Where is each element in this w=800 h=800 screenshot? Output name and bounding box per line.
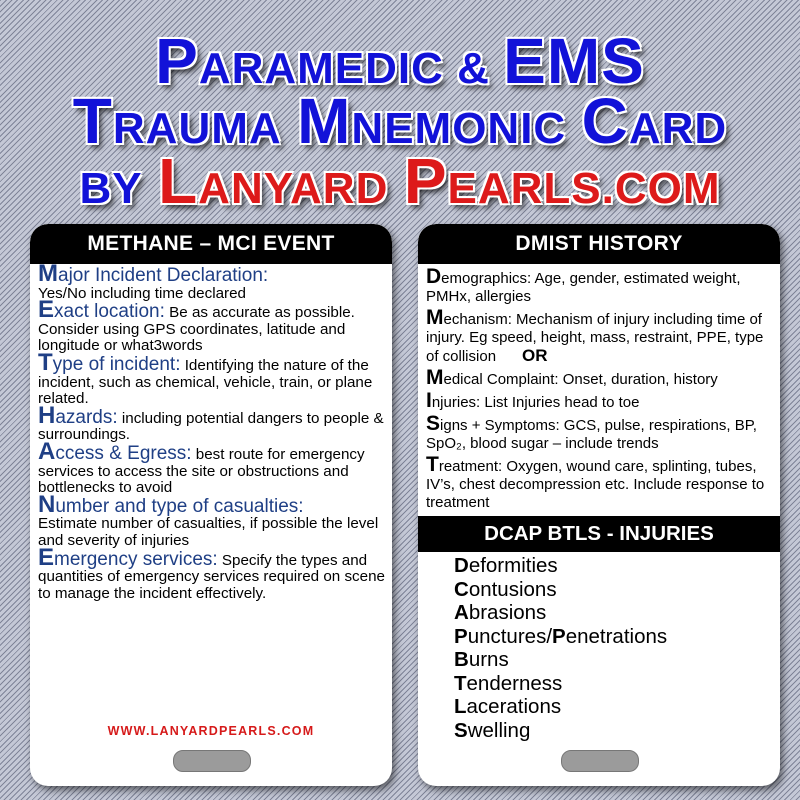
methane-item <box>38 296 388 355</box>
item-text: eformities <box>468 554 558 577</box>
item-text: edical Complaint: Onset, duration, history <box>443 371 718 388</box>
mnemonic-letter: B <box>454 648 469 671</box>
title-word: BY <box>79 164 143 213</box>
title-word: EARLS.COM <box>447 164 721 213</box>
title-word: M <box>297 85 352 157</box>
mnemonic-letter: P <box>552 624 566 648</box>
item-heading: azards: <box>55 406 118 428</box>
title-word: EMS <box>503 25 645 97</box>
mnemonic-letter: H <box>38 401 56 429</box>
dcap-item <box>454 578 780 602</box>
item-text: including potential dangers to people & surroundings. <box>38 409 384 444</box>
mnemonic-letter: C <box>454 577 469 601</box>
lanyard-slot <box>173 750 251 772</box>
methane-item <box>38 260 388 302</box>
item-text: ontusions <box>468 577 557 601</box>
item-heading: umber and type of casualties: <box>55 495 304 517</box>
mnemonic-letter: T <box>454 671 467 695</box>
item-text: brasions <box>468 601 547 624</box>
dcap-item <box>454 719 780 743</box>
dmist-item <box>426 453 776 512</box>
item-text: urns <box>468 648 509 671</box>
mnemonic-letter: S <box>426 412 441 435</box>
item-heading: mergency services: <box>54 548 218 570</box>
item-heading: xact location: <box>54 301 165 323</box>
dmist-item <box>426 366 776 389</box>
dmist-item <box>426 412 776 453</box>
title-line-3 <box>0 144 800 218</box>
mnemonic-letter: E <box>38 543 55 571</box>
item-text: echanism: Mechanism of injury including time of injury. Eg speed, height, mass, restraint, PPE, type of collision <box>426 311 764 365</box>
dmist-item <box>426 389 776 412</box>
title-word: NEMONIC <box>351 104 567 153</box>
dmist-item <box>426 306 776 366</box>
or-label: OR <box>522 346 548 365</box>
dcap-item <box>454 672 780 696</box>
item-text: Yes/No including time declared <box>38 284 246 302</box>
item-text: welling <box>467 718 531 742</box>
dcap-item <box>454 601 780 625</box>
item-heading: ajor Incident Declaration: <box>58 265 269 286</box>
methane-item <box>38 348 388 408</box>
item-text: best route for emergency services to access the site or obstructions and bottlenecks to avoid <box>38 445 365 497</box>
methane-item <box>38 437 388 497</box>
title-word: ANYARD <box>198 164 389 213</box>
mnemonic-letter: A <box>454 601 469 624</box>
title-word: ARAMEDIC <box>198 44 444 93</box>
item-heading: ype of incident: <box>52 353 181 375</box>
mnemonic-letter: D <box>426 265 442 288</box>
dcap-item <box>454 625 780 649</box>
item-text: enetrations <box>565 624 668 648</box>
methane-item <box>38 490 388 550</box>
mnemonic-letter: S <box>454 718 468 742</box>
item-text: njuries: List Injuries head to toe <box>431 394 640 411</box>
item-text: Be as accurate as possible. Consider using GPS coordinates, latitude and longitude or what3words <box>38 304 355 355</box>
item-text: enderness <box>466 671 563 695</box>
title-word: P <box>403 145 448 217</box>
methane-header: METHANE – MCI EVENT <box>30 224 392 264</box>
mnemonic-letter: I <box>426 389 432 412</box>
mnemonic-letter: D <box>454 554 469 577</box>
title-word: RAUMA <box>112 104 282 153</box>
title-word: T <box>72 85 113 157</box>
dcap-item <box>454 648 780 672</box>
dmist-item <box>426 265 776 306</box>
dmist-card <box>418 224 780 786</box>
dcap-item <box>454 554 780 578</box>
methane-item <box>38 401 388 444</box>
mnemonic-letter: M <box>38 260 58 287</box>
mnemonic-letter: L <box>454 695 467 718</box>
dmist-list <box>418 264 780 512</box>
methane-list <box>30 260 392 602</box>
item-text: Specify the types and quantities of emergency services required on scene to manage the incident effectively. <box>38 551 385 602</box>
dmist-header: DMIST HISTORY <box>418 224 780 264</box>
mnemonic-letter: N <box>38 490 56 518</box>
item-heading: ccess & Egress: <box>55 442 192 464</box>
dcap-header: DCAP BTLS - INJURIES <box>418 516 780 552</box>
mnemonic-letter: P <box>454 624 468 648</box>
mnemonic-letter: A <box>38 437 56 465</box>
title-word: L <box>158 145 199 217</box>
lanyard-slot <box>561 750 639 772</box>
mnemonic-letter: T <box>38 348 53 376</box>
item-text: reatment: Oxygen, wound care, splinting, tubes, IV’s, chest decompression etc. Include response to treatment <box>426 458 765 511</box>
mnemonic-letter: M <box>426 366 444 389</box>
item-text: emographics: Age, gender, estimated weight, PMHx, allergies <box>426 270 741 305</box>
title-word: P <box>155 25 199 97</box>
mnemonic-letter: E <box>38 296 55 324</box>
dcap-item <box>454 695 780 719</box>
item-text: igns + Symptoms: GCS, pulse, respirations, BP, SpO₂, blood sugar – include trends <box>426 417 757 452</box>
title-word: C <box>581 85 629 157</box>
methane-card <box>30 224 392 786</box>
item-text: acerations <box>466 695 562 718</box>
title-word: ARD <box>628 104 728 153</box>
mnemonic-letter: T <box>426 453 439 476</box>
dcap-list <box>418 552 780 742</box>
methane-item <box>38 543 388 603</box>
item-text: Estimate number of casualties, if possible the level and severity of injuries <box>38 515 379 549</box>
title-word: & <box>443 44 504 93</box>
website-link[interactable]: WWW.LANYARDPEARLS.COM <box>107 724 315 738</box>
mnemonic-letter: M <box>426 306 444 329</box>
item-text: unctures/ <box>467 624 553 648</box>
item-text: Identifying the nature of the incident, such as chemical, vehicle, train, or plane related. <box>38 356 373 408</box>
